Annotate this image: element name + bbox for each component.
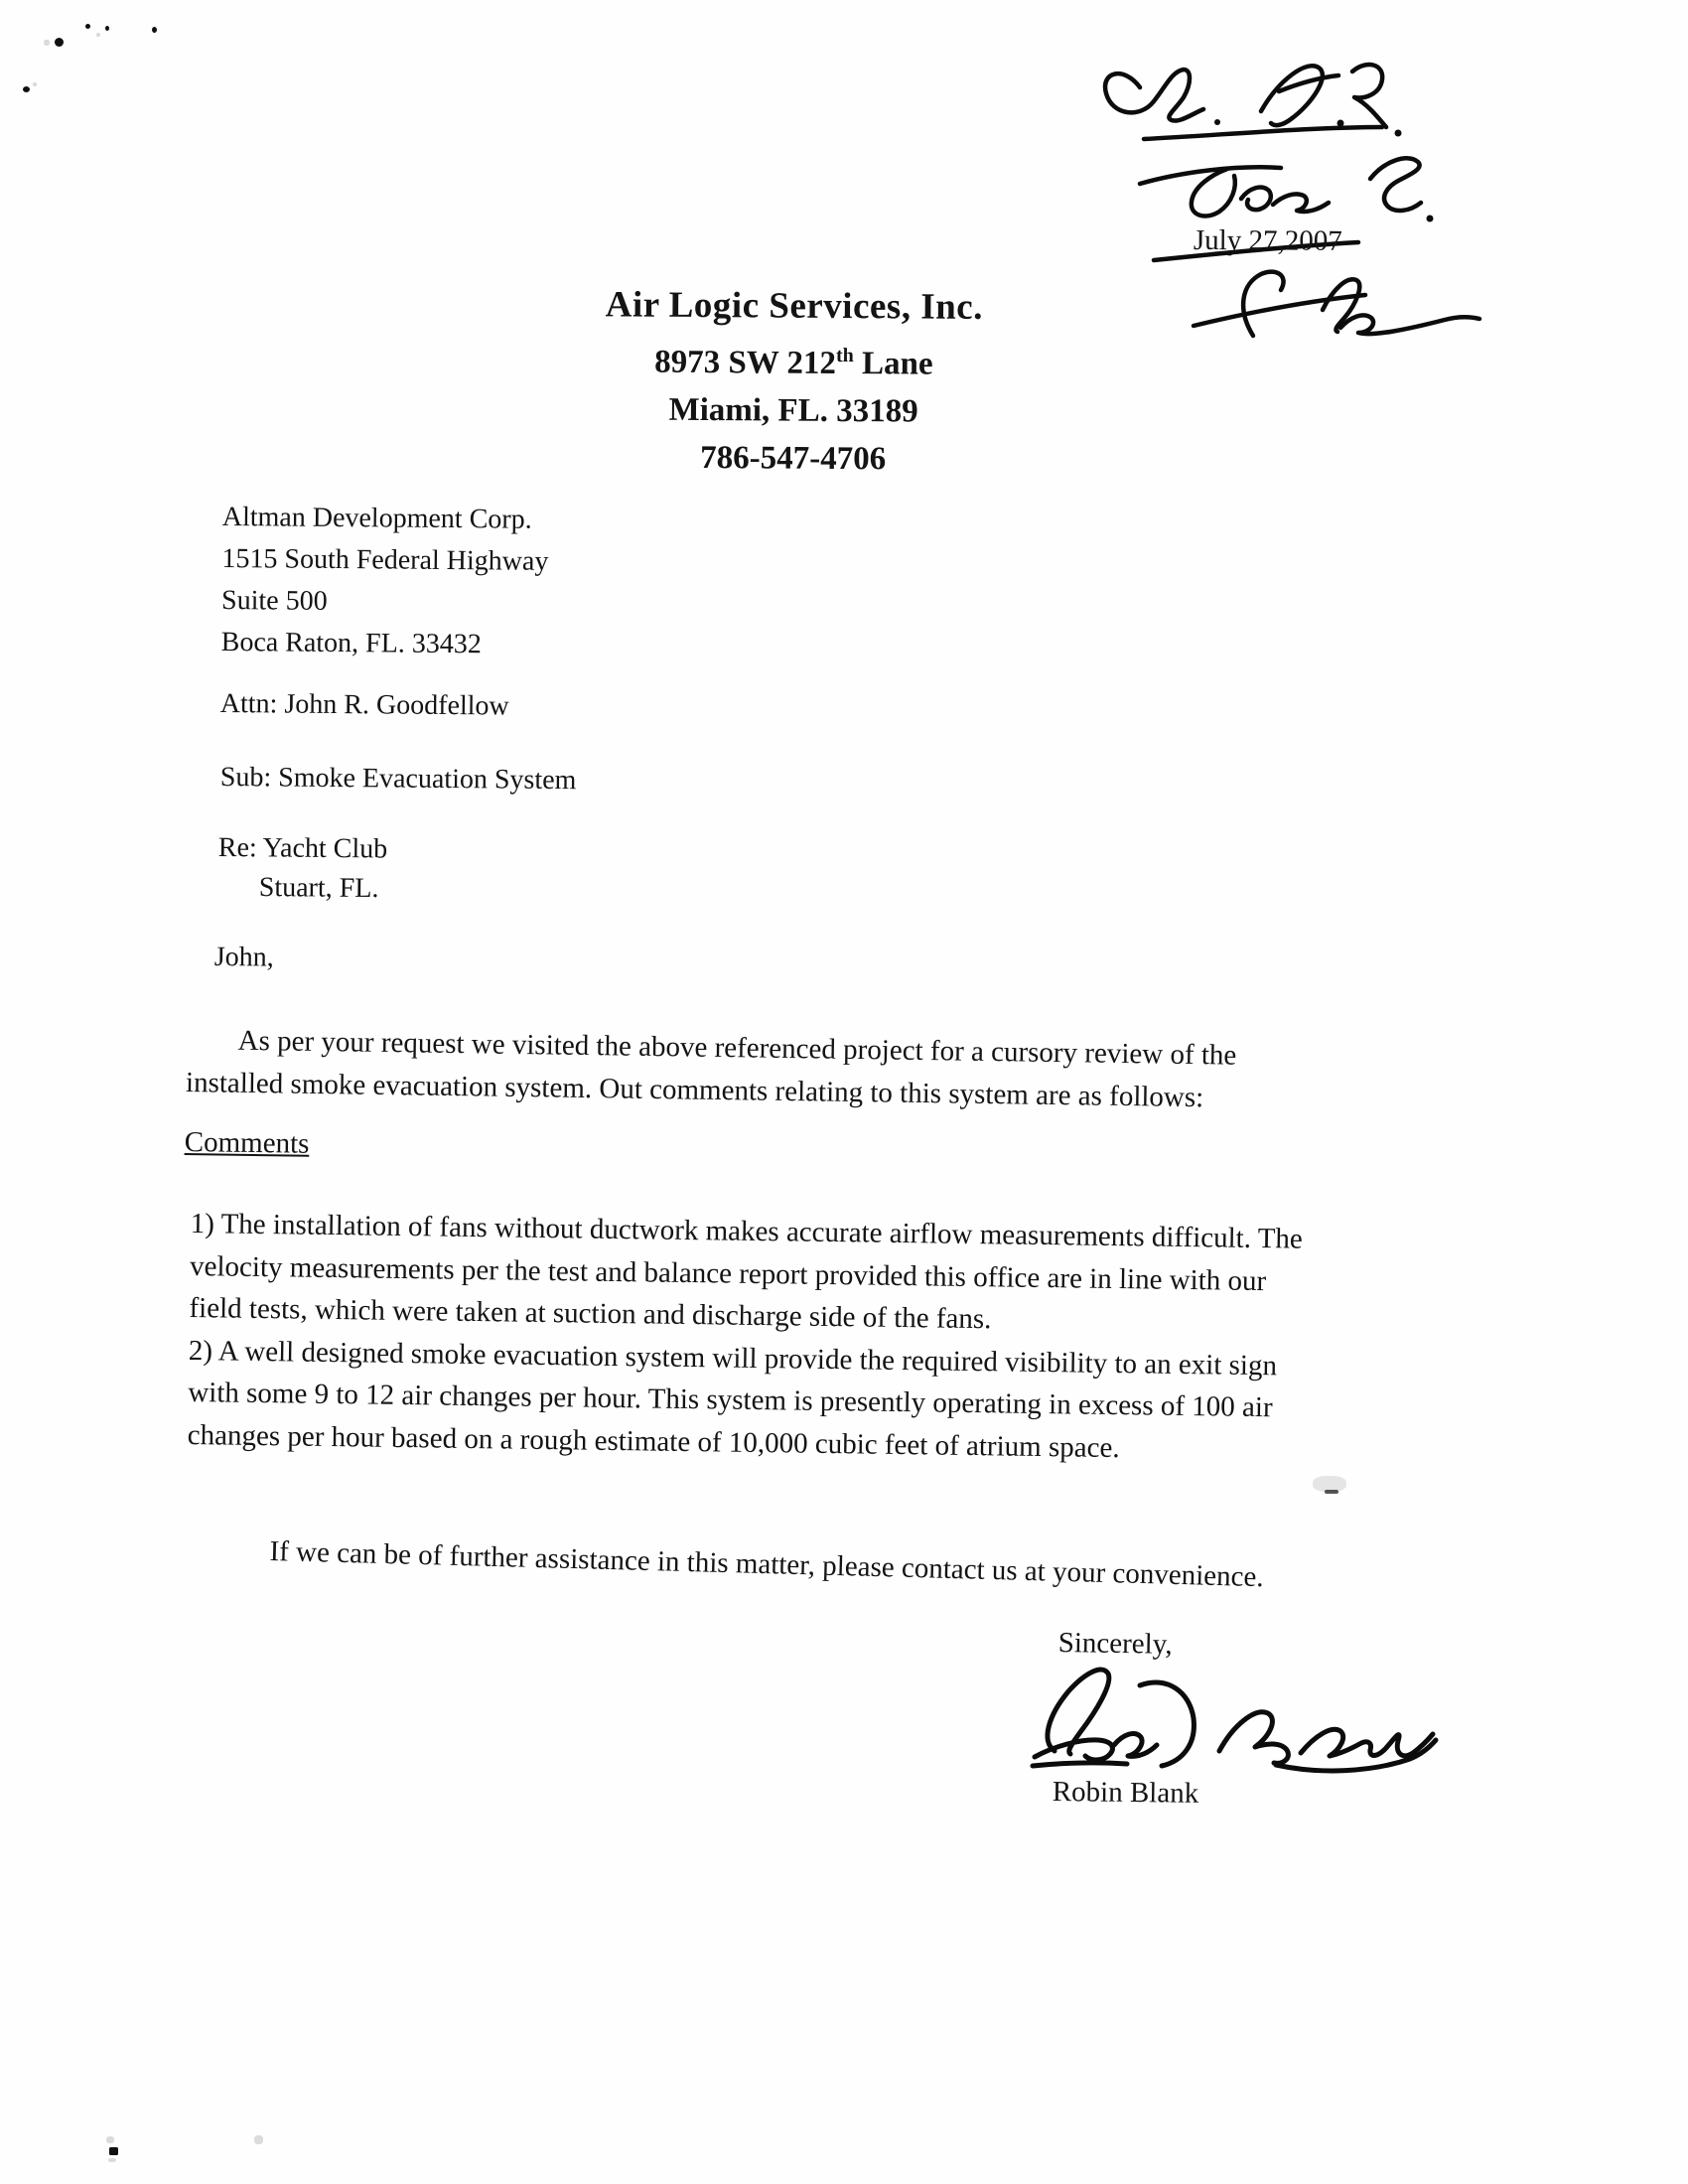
re-line: Re: Yacht Club [217, 831, 388, 865]
scan-speck [96, 33, 100, 37]
scan-speck [55, 38, 64, 47]
scan-speck [33, 82, 37, 86]
company-city: Miami, FL. 33189 [668, 391, 918, 430]
date: July 27,2007 [1193, 224, 1342, 257]
scan-speck [23, 86, 30, 92]
letterhead [416, 279, 1172, 485]
comments-paragraphs: 1) The installation of fans without ductwork makes accurate airflow measurements difficult. The velocity measurements per the test and balance report provided this office are in line with our field tests, which were taken at suction and discharge side of the fans. 2) A well designed smoke evacuation system will provide the required visibility to an exit sign with some 9 to 12 air changes per hour. This system is presently operating in excess of 100 air changes per hour based on a rough estimate of 10,000 cubic feet of atrium space. [187, 1207, 1304, 1464]
intro-paragraph: As per your request we visited the above referenced project for a cursory review of the installed smoke evacuation system. Out comments relating to this system are as follows: [185, 1024, 1237, 1114]
street-ordinal-suffix: th [835, 344, 854, 367]
signer-name: Robin Blank [1052, 1776, 1199, 1810]
complimentary-close: Sincerely, [1057, 1627, 1173, 1661]
scan-speck [108, 2158, 116, 2162]
subject-line: Sub: Smoke Evacuation System [219, 761, 577, 797]
scan-speck [85, 24, 90, 29]
salutation: John, [213, 941, 274, 973]
company-street: 8973 SW 212th Lane [654, 344, 933, 382]
scan-smudge [1325, 1490, 1338, 1494]
scan-speck [254, 2135, 263, 2144]
handwritten-signature [993, 1634, 1460, 1793]
scan-speck [105, 26, 109, 31]
closing-sentence: If we can be of further assistance in this matter, please contact us at your convenience. [269, 1535, 1265, 1594]
scan-speck [106, 2136, 114, 2143]
re-location-line: Stuart, FL. [258, 871, 379, 905]
company-phone: 786-547-4706 [700, 439, 887, 478]
recipient-address: Altman Development Corp. 1515 South Federal Highway Suite 500 Boca Raton, FL. 33432 [220, 501, 549, 660]
attn-line: Attn: John R. Goodfellow [219, 687, 509, 722]
company-name: Air Logic Services, Inc. [605, 284, 984, 328]
scan-speck [109, 2147, 118, 2155]
scan-speck [152, 27, 157, 33]
scan-speck [44, 40, 50, 46]
comments-heading: Comments [184, 1126, 310, 1160]
